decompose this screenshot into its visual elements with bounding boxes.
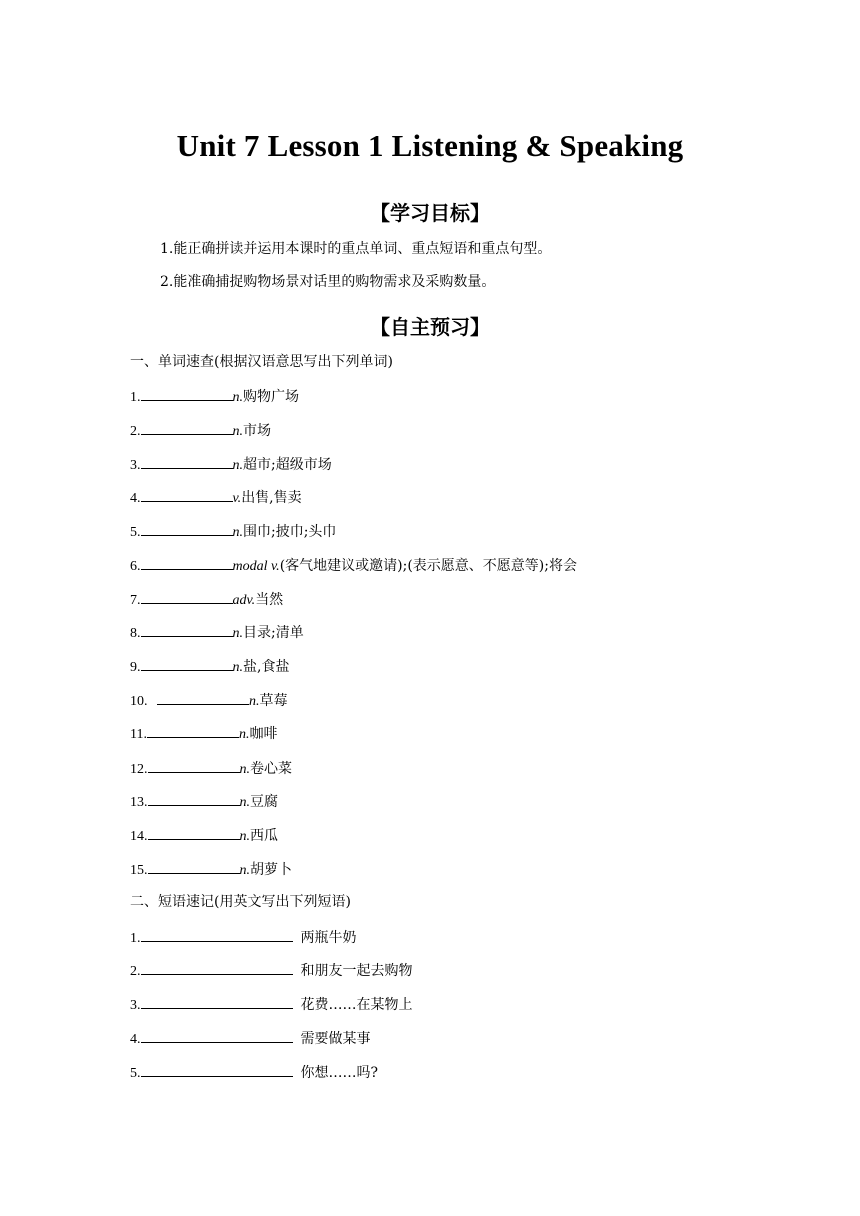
phrase-section-heading: 二、短语速记(用英文写出下列短语) bbox=[130, 894, 351, 910]
answer-blank[interactable] bbox=[148, 758, 240, 773]
answer-blank[interactable] bbox=[141, 454, 233, 469]
learning-goals-heading: 【学习目标】 bbox=[370, 201, 490, 225]
goal-item: 1.能正确拼读并运用本课时的重点单词、重点短语和重点句型。 bbox=[160, 241, 552, 257]
word-item: 2. n.市场 bbox=[130, 420, 271, 441]
phrase-item: 1. 两瓶牛奶 bbox=[130, 927, 357, 948]
answer-blank[interactable] bbox=[141, 994, 293, 1009]
answer-blank[interactable] bbox=[148, 791, 240, 806]
word-item: 13. n.豆腐 bbox=[130, 791, 278, 812]
answer-blank[interactable] bbox=[141, 656, 233, 671]
answer-blank[interactable] bbox=[141, 1062, 293, 1077]
word-item: 3. n.超市;超级市场 bbox=[130, 454, 332, 475]
word-item: 9. n.盐,食盐 bbox=[130, 656, 289, 677]
answer-blank[interactable] bbox=[141, 420, 233, 435]
page-title: Unit 7 Lesson 1 Listening & Speaking bbox=[176, 128, 684, 163]
answer-blank[interactable] bbox=[141, 589, 233, 604]
answer-blank[interactable] bbox=[141, 386, 233, 401]
phrase-item: 5. 你想……吗? bbox=[130, 1062, 378, 1083]
word-item: 15. n.胡萝卜 bbox=[130, 859, 292, 880]
answer-blank[interactable] bbox=[141, 927, 293, 942]
word-item: 6. modal v.(客气地建议或邀请);(表示愿意、不愿意等);将会 bbox=[130, 555, 577, 576]
answer-blank[interactable] bbox=[148, 859, 240, 874]
answer-blank[interactable] bbox=[141, 487, 233, 502]
word-item: 4. v.出售,售卖 bbox=[130, 487, 302, 508]
word-item: 1. n.购物广场 bbox=[130, 386, 299, 407]
self-preview-heading: 【自主预习】 bbox=[370, 315, 490, 339]
answer-blank[interactable] bbox=[141, 1028, 293, 1043]
goal-item: 2.能准确捕捉购物场景对话里的购物需求及采购数量。 bbox=[160, 274, 496, 290]
answer-blank[interactable] bbox=[141, 960, 293, 975]
phrase-item: 3. 花费……在某物上 bbox=[130, 994, 413, 1015]
word-item: 12. n.卷心菜 bbox=[130, 758, 292, 779]
word-item: 8. n.目录;清单 bbox=[130, 622, 304, 643]
answer-blank[interactable] bbox=[141, 622, 233, 637]
word-item: 10. n.草莓 bbox=[130, 690, 288, 711]
word-item: 14. n.西瓜 bbox=[130, 825, 278, 846]
word-item: 5. n.围巾;披巾;头巾 bbox=[130, 521, 336, 542]
answer-blank[interactable] bbox=[141, 555, 233, 570]
word-item: 7. adv.当然 bbox=[130, 589, 283, 610]
word-item: 11. n.咖啡 bbox=[130, 723, 277, 744]
answer-blank[interactable] bbox=[141, 521, 233, 536]
phrase-item: 4. 需要做某事 bbox=[130, 1028, 371, 1049]
answer-blank[interactable] bbox=[148, 825, 240, 840]
answer-blank[interactable] bbox=[147, 723, 239, 738]
answer-blank[interactable] bbox=[157, 690, 249, 705]
phrase-item: 2. 和朋友一起去购物 bbox=[130, 960, 413, 981]
word-section-heading: 一、单词速查(根据汉语意思写出下列单词) bbox=[130, 354, 393, 370]
